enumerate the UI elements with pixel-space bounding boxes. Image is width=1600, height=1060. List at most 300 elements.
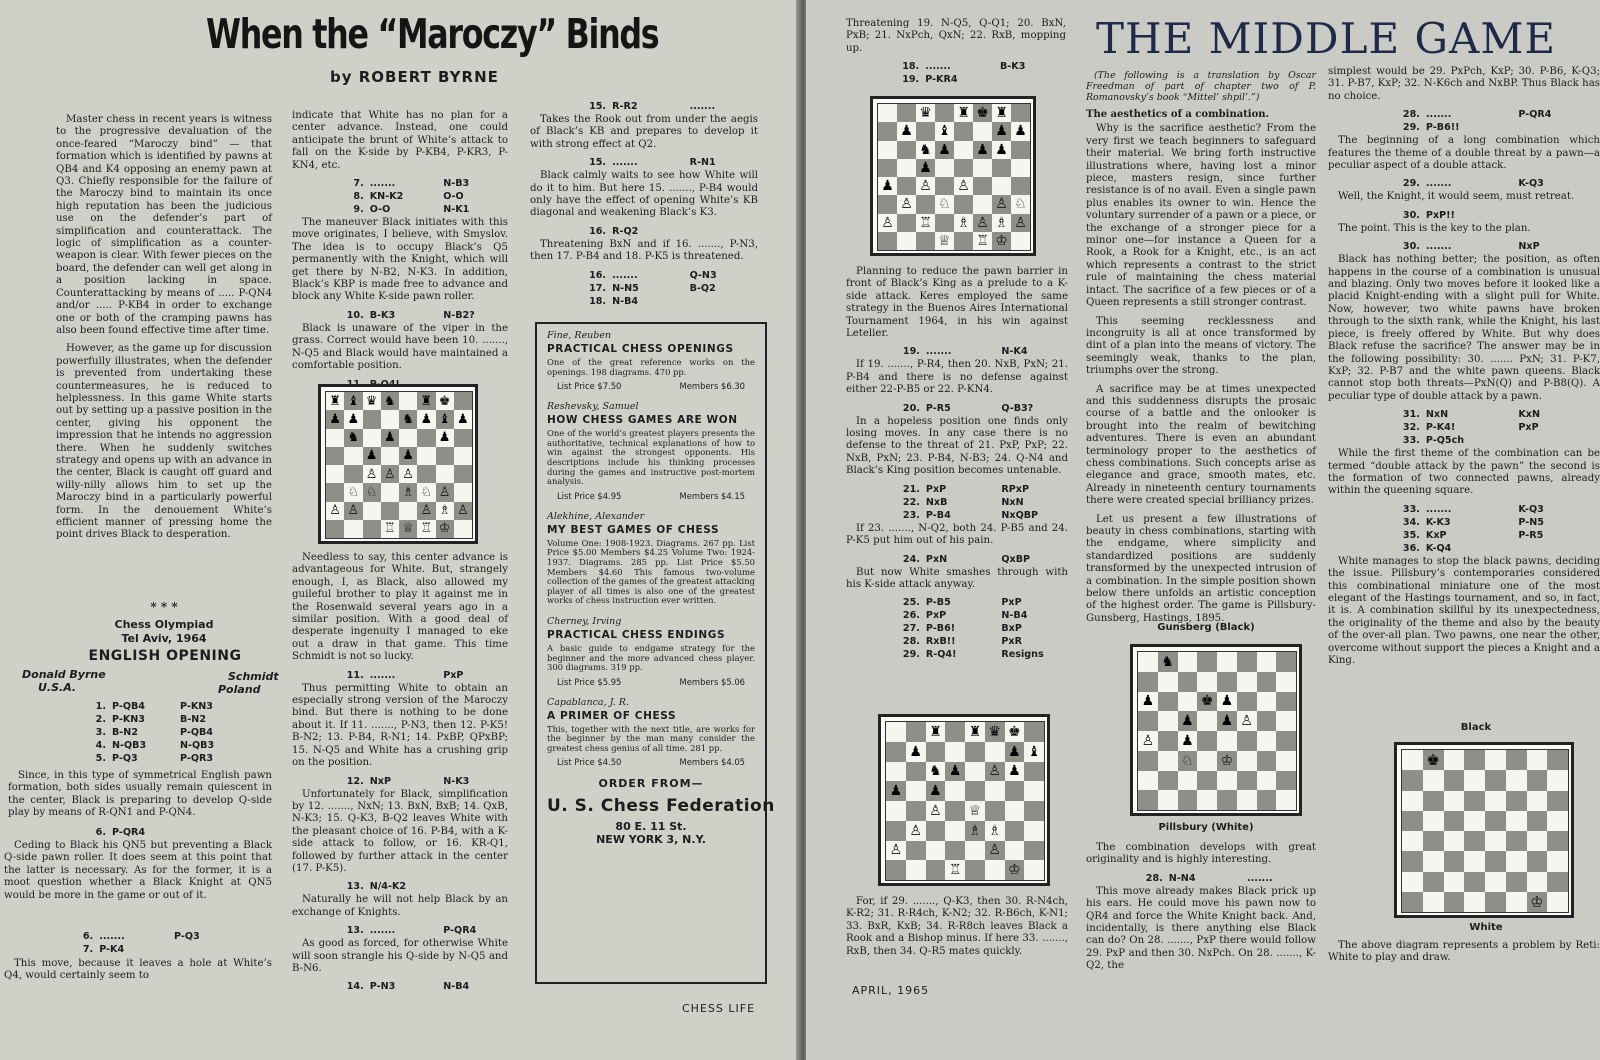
board-square [326, 410, 344, 428]
board-square [1237, 731, 1257, 751]
white-knight-icon: ♘ [365, 484, 378, 500]
board-square [916, 195, 935, 213]
board-square [935, 122, 954, 140]
organization-name: U. S. Chess Federation [547, 796, 775, 817]
board-square [1138, 771, 1158, 791]
board-square [1217, 771, 1237, 791]
white-move: RxB!! [925, 636, 956, 648]
board-square [454, 410, 472, 428]
board-square [1506, 851, 1527, 871]
board-square [906, 762, 926, 782]
board-square [399, 502, 417, 520]
board-square [1011, 104, 1030, 122]
move-row [846, 74, 1066, 86]
paragraph: The combination develops with great originality and is highly interesting. [1086, 842, 1316, 866]
move-row [846, 484, 1068, 496]
move-row [40, 701, 240, 713]
move-number: 28. [902, 636, 920, 648]
move-30 [1328, 210, 1600, 222]
board-square [926, 841, 946, 861]
white-rook-icon: ♖ [384, 521, 396, 537]
board-square [1506, 770, 1527, 790]
black-pawn-icon: ♟ [938, 141, 951, 158]
paragraph: This move, because it leaves a hole at White’s Q4, would certainly seem to [4, 958, 272, 982]
move-row [846, 636, 1068, 648]
board-square [436, 447, 454, 465]
paragraph: However, as the game up for discussion powerfully illustrates, when the defender is prevented from undertaking these countermeasures, he is reduced to helplessness. In this game White starts out by setting up a passive position in the center, giving his opponent the impression that he intends no aggression there. When he suddenly switches strategy and opens up with an advance in the center, Black is caught off guard and willy-nilly allows him to set up the Maroczy bind in a particularly powerful form. In the denouement White’s efficient manner of pressing home the point drives Black to desperation. [56, 343, 272, 541]
board-square [1485, 831, 1506, 851]
moves-list-d [530, 270, 758, 308]
board-square [1257, 672, 1277, 692]
white-rook-icon: ♖ [919, 214, 932, 231]
board-square [992, 177, 1011, 195]
board-square [363, 392, 381, 410]
board-square [1423, 831, 1444, 851]
board-square [1547, 851, 1568, 871]
board-square [945, 722, 965, 742]
black-pawn-icon: ♟ [1141, 693, 1155, 710]
white-pawn-icon: ♙ [881, 214, 894, 231]
white-move: P-R5 [925, 402, 951, 414]
white-move: P-B6! [925, 623, 956, 635]
board-square [1005, 841, 1025, 861]
white-pawn-icon: ♙ [420, 503, 433, 519]
list-price: List Price $4.95 [557, 490, 622, 501]
white-pawn-icon: ♙ [402, 466, 414, 482]
move-number: 6. [82, 931, 94, 942]
move-row [530, 283, 758, 295]
black-rook-icon: ♜ [995, 105, 1008, 122]
black-pawn-icon: ♟ [457, 411, 469, 427]
black-pawn-icon: ♟ [438, 430, 451, 446]
board-square [1217, 711, 1237, 731]
board-square [1506, 811, 1527, 831]
board-square [399, 520, 417, 538]
board-square [436, 410, 454, 428]
board-square [1276, 751, 1296, 771]
paragraph: Black calmly waits to see how White will do it to him. But here 15. ......., P-B4 would only have the effect of opening White’s KB diagonal and weakening Black’s K3. [530, 170, 758, 219]
white-move: P-Q3 [112, 753, 138, 764]
paragraph: If 19. ......., P-R4, then 20. NxB, PxN; 21. P-B4 and there is no defense against either 22-P-B5 or 22. P-KN4. [846, 359, 1068, 396]
board-square [344, 520, 362, 538]
list-price: List Price $5.95 [557, 676, 622, 687]
event-place: Tel Aviv, 1964 [121, 632, 207, 645]
moves-list [1328, 409, 1600, 447]
board-square [363, 429, 381, 447]
moves-list [1328, 504, 1600, 555]
board-square [897, 141, 916, 159]
white-pawn-icon: ♙ [919, 178, 932, 195]
move-row [1328, 178, 1600, 190]
black-move: NxQBP [1001, 509, 1039, 521]
column-1-tail [4, 958, 272, 988]
move-row [1328, 530, 1600, 542]
board-square [1276, 652, 1296, 672]
black-move: PxP [1518, 422, 1539, 434]
board-square [1423, 750, 1444, 770]
board-square [992, 214, 1011, 232]
board-square [878, 159, 897, 177]
board-square [1276, 731, 1296, 751]
paragraph: The maneuver Black initiates with this move originates, I believe, with Smyslov. The idea is to occupy Black’s Q5 permanently with the Knight, which will get there by N-B2, N-K3. In addition, Black’s KBP is made free to advance and block any White K-side pawn roller. [292, 217, 508, 303]
move-row [530, 270, 758, 282]
diagram-bottom-label: Pillsbury (White) [1158, 822, 1254, 833]
black-rook-icon: ♜ [968, 723, 982, 740]
move-13b [292, 925, 508, 937]
move-13 [292, 881, 508, 893]
board-square [1237, 692, 1257, 712]
black-pawn-icon: ♟ [1220, 713, 1234, 730]
move-row [1328, 241, 1600, 253]
book-author: Reshevsky, Samuel [547, 401, 639, 413]
white-move: P-QR4 [112, 827, 146, 838]
board-square [992, 104, 1011, 122]
board-square [1217, 790, 1237, 810]
black-king-icon: ♚ [438, 393, 451, 409]
white-move: P-Q5ch [1425, 435, 1465, 447]
board-square [1444, 851, 1465, 871]
board-square [1158, 692, 1178, 712]
board-square [1464, 750, 1485, 770]
board-square [954, 122, 973, 140]
move-row [20, 944, 240, 956]
move-number: 15. [589, 157, 607, 169]
white-knight-icon: ♘ [1181, 752, 1194, 769]
board-square [878, 195, 897, 213]
black-knight-icon: ♞ [347, 430, 360, 446]
board-square [1178, 751, 1198, 771]
move-number: 1. [95, 701, 106, 712]
white-move: ....... [612, 157, 638, 169]
board-square [1423, 811, 1444, 831]
board-grid [1137, 651, 1297, 811]
move-19 [846, 346, 1068, 358]
board-square [1423, 872, 1444, 892]
board-square [1485, 892, 1506, 912]
board-square [1257, 711, 1277, 731]
paragraph: As good as forced, for otherwise White will soon strangle his Q-side by N-Q5 and B-N6. [292, 938, 508, 974]
board-square [992, 159, 1011, 177]
event-name: Chess Olympiad [114, 618, 214, 631]
board-square [1547, 750, 1568, 770]
board-square [926, 860, 946, 880]
board-square [436, 483, 454, 501]
board-square [1527, 892, 1548, 912]
board-square [1276, 771, 1296, 791]
board-square [326, 392, 344, 410]
board-square [1547, 770, 1568, 790]
board-square [1257, 652, 1277, 672]
move-number: 31. [1402, 409, 1420, 421]
move-15b [530, 157, 758, 169]
book-prices [547, 757, 755, 767]
black-pawn-icon: ♟ [1181, 713, 1194, 730]
board-square [1506, 872, 1527, 892]
board-square [1527, 831, 1548, 851]
black-move: ....... [1246, 872, 1273, 884]
paragraph: But now White smashes through with his K-side attack anyway. [846, 566, 1068, 590]
black-bishop-icon: ♝ [438, 411, 451, 427]
board-square [954, 214, 973, 232]
board-square [916, 232, 935, 250]
board-square [1464, 791, 1485, 811]
board-square [1197, 652, 1217, 672]
board-square [1257, 790, 1277, 810]
board-square [985, 801, 1005, 821]
black-knight-icon: ♞ [402, 411, 414, 427]
move-number: 28. [1402, 109, 1420, 121]
black-pawn-icon: ♟ [1008, 763, 1021, 780]
board-square [381, 483, 399, 501]
column-1 [56, 114, 272, 599]
black-move: P-QR4 [1518, 109, 1552, 121]
black-bishop-icon: ♝ [347, 393, 360, 409]
board-square [935, 195, 954, 213]
paragraph: The point. This is the key to the plan. [1338, 222, 1531, 234]
white-move: ....... [99, 931, 125, 942]
white-pawn-icon: ♙ [365, 466, 378, 482]
board-square [1402, 791, 1423, 811]
black-move: R-N1 [689, 157, 716, 169]
move-row [292, 178, 508, 190]
board-square [1197, 731, 1217, 751]
moves-list-b [20, 930, 240, 960]
black-move: P-R5 [1518, 529, 1544, 541]
white-knight-icon: ♘ [347, 484, 360, 500]
board-square [906, 801, 926, 821]
white-pawn-icon: ♙ [1014, 214, 1027, 231]
board-square [1158, 731, 1178, 751]
black-move: B-K3 [999, 61, 1026, 73]
black-knight-icon: ♞ [929, 763, 942, 780]
board-square [886, 742, 906, 762]
paragraph: Since, in this type of symmetrical English pawn formation, both sides usually remain quiescent in the center, Black is preparing to develop Q-side play by means of R-QN1 and P-QN4. [8, 770, 272, 819]
move-row [292, 670, 508, 682]
white-rook-icon: ♖ [976, 232, 989, 249]
board-square [886, 762, 906, 782]
paragraph: Let us present a few illustrations of beauty in chess combinations, starting with the endgame, where simplicity and standardized positions are suddenly transformed by the unexpected intrusion of a combination. In the simple position shown below there unfolds an artistic conception of the highest order. The game is Pillsbury-Gunsberg, Hastings, 1895. [1086, 513, 1316, 624]
white-move: PxP!! [1425, 209, 1455, 221]
black-move: B-Q2 [689, 282, 716, 294]
paragraph: Takes the Rook out from under the aegis of Black’s KB and prepares to develop it with strong effect at Q2. [530, 114, 758, 150]
board-square [1024, 762, 1044, 782]
black-move: N-B2? [443, 309, 475, 321]
right-page [806, 0, 1600, 1060]
board-square [1158, 751, 1178, 771]
board-square [965, 801, 985, 821]
black-move: NxN [1001, 496, 1024, 508]
paragraph: Ceding to Black his QN5 but preventing a Black Q-side pawn roller. It does seem at this point that the latter is necessary. As for the former, it is a moot question whether a Black Knight at QN5 would be more in the game or out of it. [4, 840, 272, 901]
white-move: NxN [1425, 409, 1449, 421]
chess-diagram [1394, 742, 1574, 918]
black-move [1518, 210, 1600, 222]
board-square [897, 122, 916, 140]
black-move [1000, 74, 1066, 86]
board-square [886, 860, 906, 880]
move-number: 26. [902, 610, 920, 622]
paragraph: This move already makes Black prick up his ears. He could move his pawn now to QR4 and force the White Knight back. And, incidentally, is there anything else Black can do? On 28. ......., PxP there would follow 29. PxP and then 30. NxPch. On 28. ......., K-Q2, the [1086, 885, 1316, 972]
move-30b [1328, 241, 1600, 253]
white-rook-icon: ♖ [420, 521, 433, 537]
white-country: U.S.A. [38, 681, 77, 694]
board-square [1217, 672, 1237, 692]
move-number: 11. [346, 669, 364, 681]
black-pawn-icon: ♟ [1008, 743, 1021, 760]
white-king-icon: ♔ [995, 232, 1008, 249]
move-number: 28. [1145, 872, 1163, 884]
move-number: 8. [353, 191, 364, 203]
board-square [1402, 851, 1423, 871]
white-move: ....... [1425, 241, 1452, 253]
white-move: O-O [369, 204, 391, 216]
board-square [1011, 195, 1030, 213]
black-move: P-Q3 [173, 931, 200, 942]
board-square [1547, 831, 1568, 851]
move-row [292, 776, 508, 788]
black-queen-icon: ♛ [988, 723, 1001, 740]
board-square [1464, 892, 1485, 912]
board-square [945, 762, 965, 782]
move-number: 10. [346, 309, 364, 321]
board-square [973, 141, 992, 159]
black-pawn-icon: ♟ [1181, 732, 1194, 749]
board-square [1138, 672, 1158, 692]
order-from-label: ORDER FROM— [598, 777, 704, 791]
board-square [417, 410, 435, 428]
book-author: Capablanca, J. R. [547, 696, 629, 708]
move-14 [292, 981, 508, 993]
white-pawn-icon: ♙ [457, 503, 469, 519]
board-square [906, 860, 926, 880]
move-number: 29. [902, 649, 920, 661]
board-square [381, 465, 399, 483]
board-square [916, 104, 935, 122]
board-square [1444, 770, 1465, 790]
ad-book [547, 511, 755, 606]
column-3 [530, 100, 758, 312]
board-square [399, 483, 417, 501]
board-square [454, 520, 472, 538]
board-square [916, 141, 935, 159]
board-square [454, 502, 472, 520]
white-move: P-N3 [369, 981, 396, 993]
black-pawn-icon: ♟ [329, 411, 341, 427]
board-square [326, 502, 344, 520]
board-square [992, 122, 1011, 140]
board-square [1024, 841, 1044, 861]
board-square [1138, 751, 1158, 771]
ad-book-list [547, 330, 755, 767]
black-bishop-icon: ♝ [1027, 743, 1041, 760]
board-grid [325, 391, 473, 539]
white-rook-icon: ♖ [948, 862, 962, 879]
board-square [1005, 722, 1025, 742]
board-square [1178, 672, 1198, 692]
board-square [1485, 872, 1506, 892]
board-square [1237, 672, 1257, 692]
move-row [530, 157, 758, 169]
board-square [1402, 770, 1423, 790]
board-square [1138, 711, 1158, 731]
white-pawn-icon: ♙ [957, 178, 970, 195]
board-square [436, 429, 454, 447]
board-square [1138, 790, 1158, 810]
white-move: N/4-K2 [369, 881, 407, 893]
black-move: ....... [689, 101, 716, 112]
black-move: N-B4 [443, 981, 470, 993]
black-move: PxR [1001, 636, 1022, 648]
board-square [1178, 771, 1198, 791]
board-square [945, 821, 965, 841]
far-diagram-top-label: Black [1460, 722, 1492, 733]
book-description: One of the great reference works on the openings. 198 diagrams. 470 pp. [547, 357, 755, 377]
black-pawn-icon: ♟ [881, 178, 894, 195]
white-king-icon: ♔ [438, 521, 451, 537]
black-move: N-K1 [443, 204, 470, 216]
move-number: 25. [902, 597, 920, 609]
board-square [1197, 751, 1217, 771]
page-footer: CHESS LIFE [682, 1002, 756, 1015]
black-knight-icon: ♞ [1161, 653, 1174, 670]
white-move: B-K3 [369, 309, 396, 321]
board-square [454, 447, 472, 465]
board-square [1257, 731, 1277, 751]
move-row [20, 931, 240, 943]
moves-list [1328, 109, 1600, 134]
black-pawn-icon: ♟ [402, 448, 414, 464]
board-square [1005, 781, 1025, 801]
board-square [1464, 831, 1485, 851]
board-square [417, 447, 435, 465]
board-square [1402, 831, 1423, 851]
white-move: ....... [369, 669, 396, 681]
move-12 [292, 776, 508, 788]
move-number: 29. [1402, 178, 1420, 190]
black-move [1518, 435, 1600, 447]
black-move: N-B4 [1001, 610, 1028, 622]
move-number: 20. [902, 402, 920, 414]
right-column-c [1328, 66, 1600, 716]
move-number: 16. [589, 269, 607, 281]
section-stars: * * * [150, 600, 178, 614]
move-number: 19. [902, 346, 920, 358]
board-square [1257, 692, 1277, 712]
board-square [417, 465, 435, 483]
board-square [344, 483, 362, 501]
board-square [436, 502, 454, 520]
white-king-icon: ♔ [1220, 752, 1234, 769]
white-move: ....... [1425, 503, 1452, 515]
white-pawn-icon: ♙ [929, 802, 942, 819]
move-row [1328, 409, 1600, 421]
paragraph: Threatening 19. N-Q5, Q-Q1; 20. BxN, PxB; 21. NxPch, QxN; 22. RxB, mopping up. [846, 18, 1066, 54]
board-square [886, 801, 906, 821]
board-square [417, 483, 435, 501]
move-row [1328, 517, 1600, 529]
column-1-note-b [4, 840, 272, 930]
board-square [954, 177, 973, 195]
board-square [1402, 872, 1423, 892]
board-square [1197, 692, 1217, 712]
board-square [454, 392, 472, 410]
white-pawn-icon: ♙ [384, 466, 396, 482]
white-move: ....... [369, 925, 396, 937]
white-move: KN-K2 [369, 191, 404, 203]
black-move: O-O [443, 191, 464, 203]
white-move: N-QB3 [112, 740, 147, 751]
board-square [399, 410, 417, 428]
black-pawn-icon: ♟ [1220, 693, 1234, 710]
